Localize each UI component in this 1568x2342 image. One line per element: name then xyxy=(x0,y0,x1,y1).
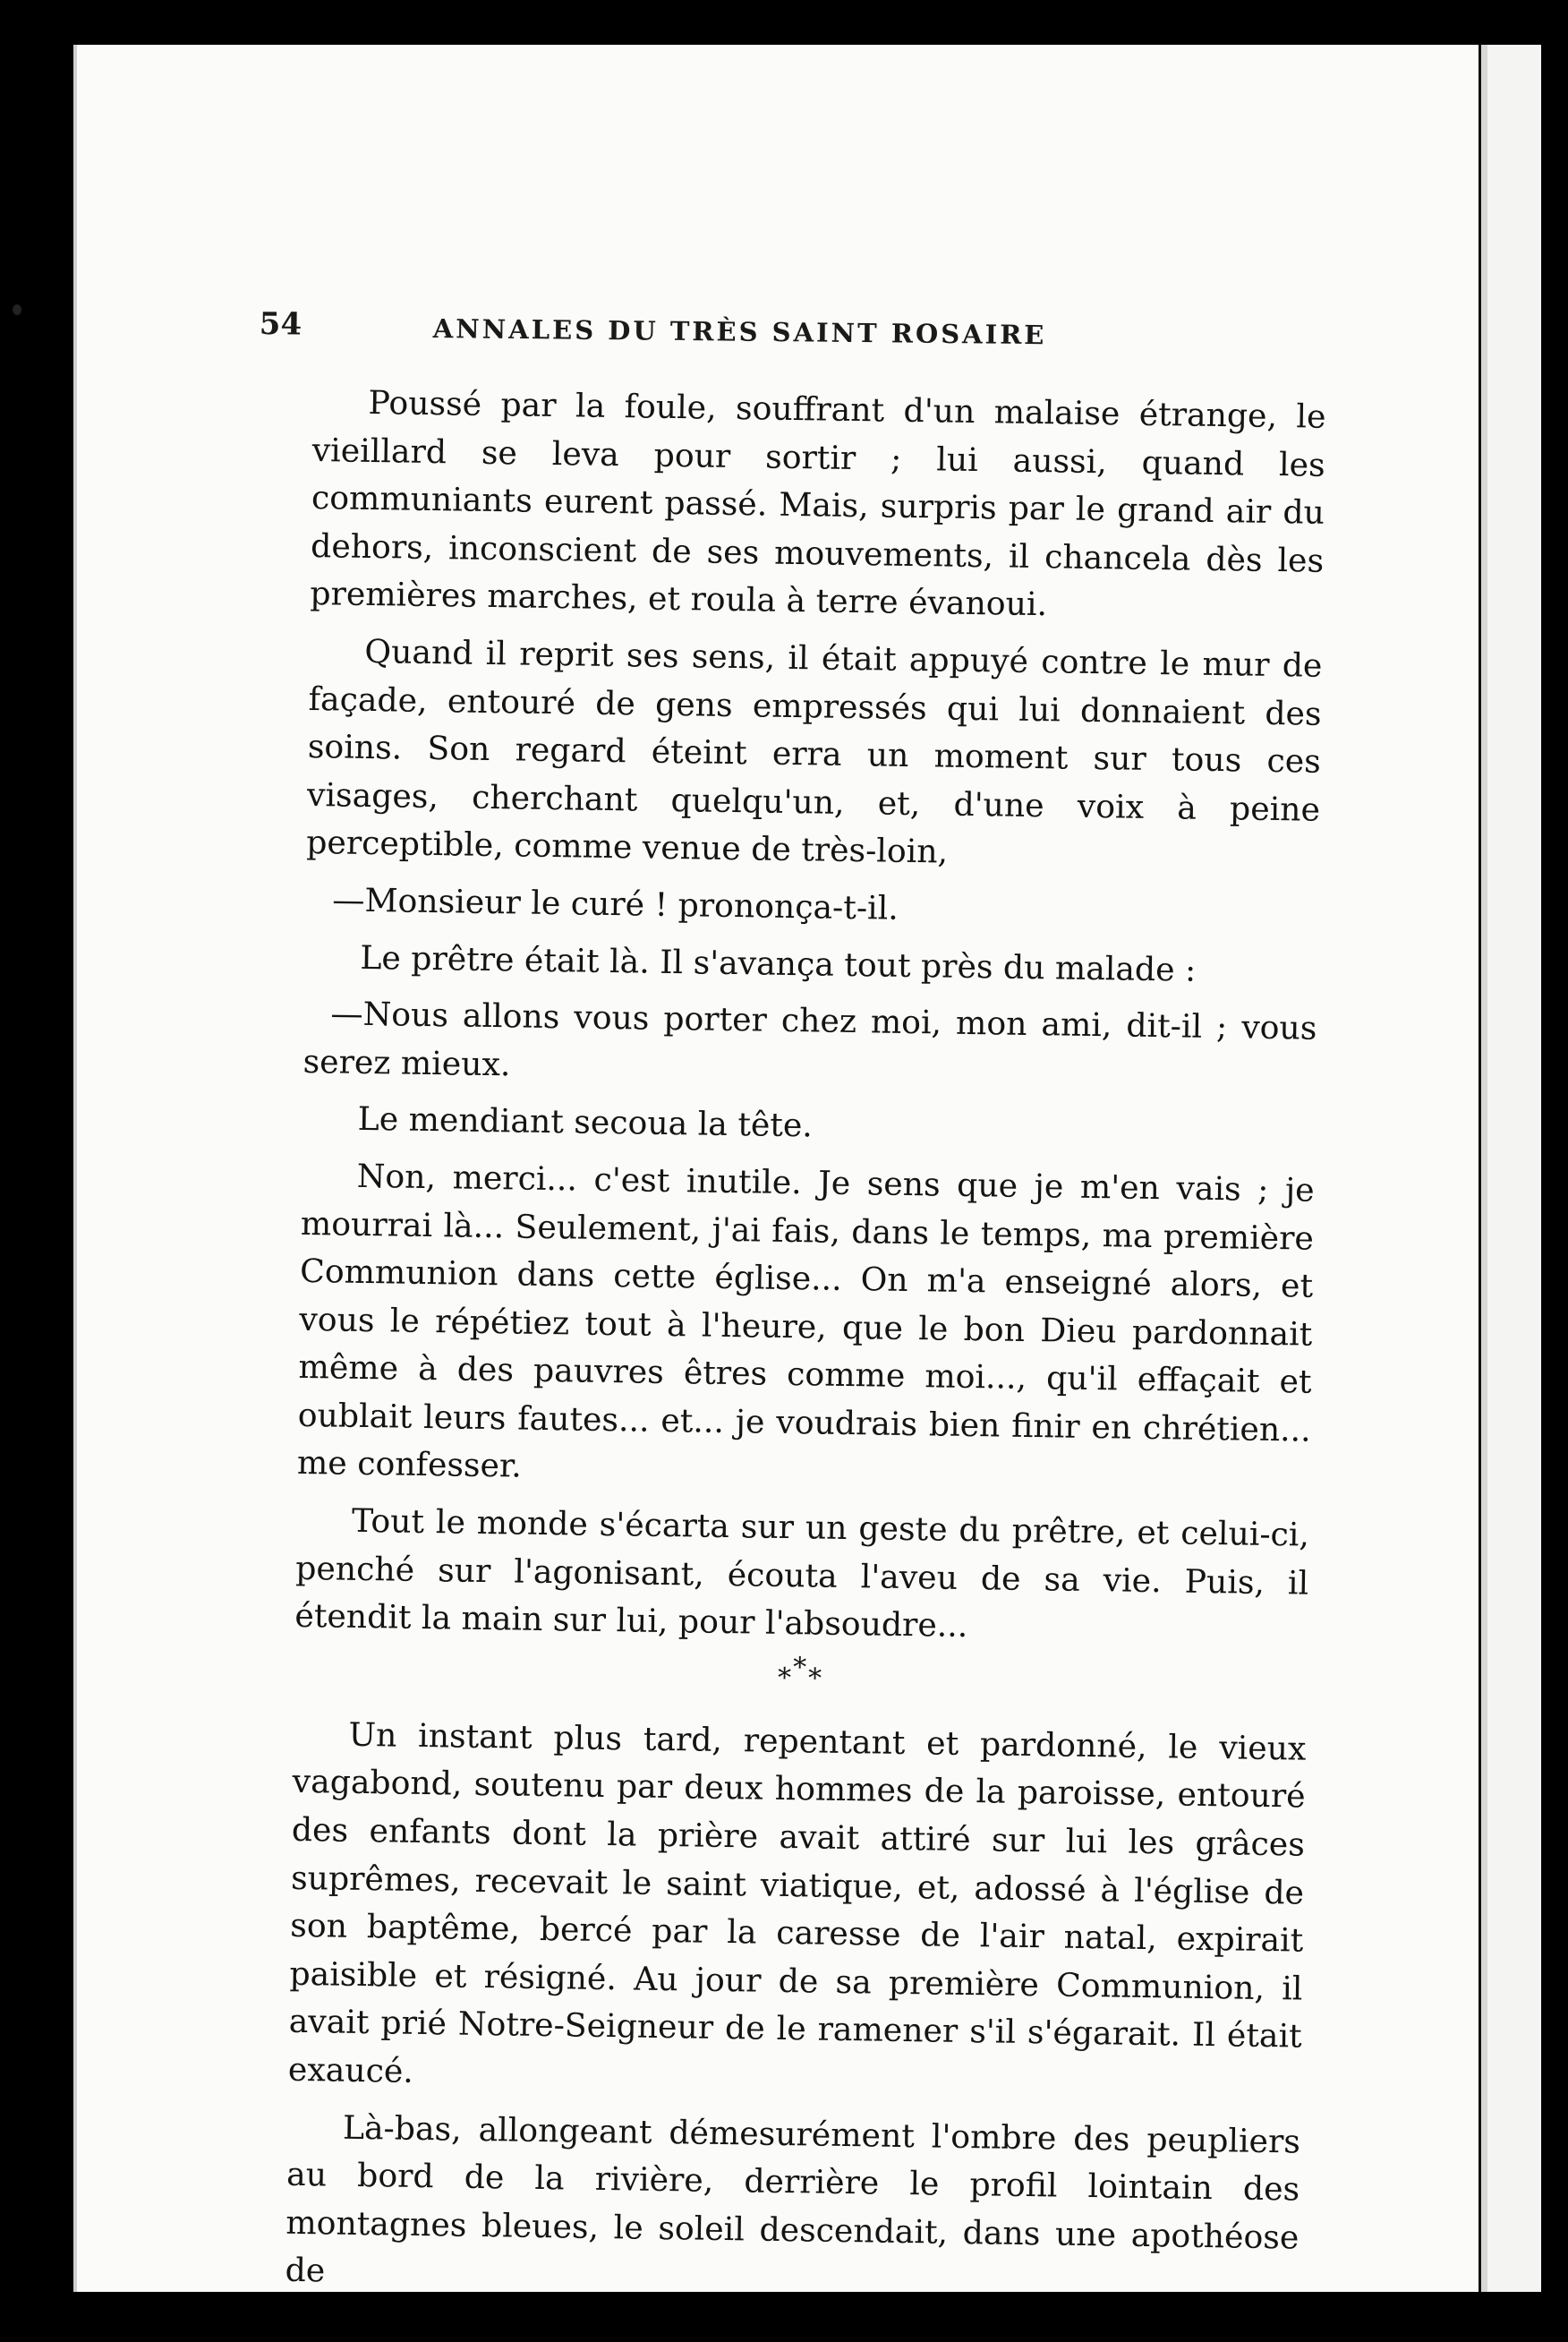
paragraph-5: —Nous allons vous porter chez moi, mon ami, dit-il ; vous serez mieux. xyxy=(303,994,1317,1084)
section-break-asterism xyxy=(294,1649,1308,1709)
paragraph-9: Un instant plus tard, repentant et pardonné, le vieux vagabond, soutenu par deux hommes de la paroisse, entouré des enfants dont la prière avait attiré sur lui les grâces suprêmes, recevait le saint viatique, et, adossé à l'église de son baptême, bercé par la caresse de l'air natal, expirait paisible et résigné. Au jour de sa première Communion, il avait prié Notre-Seigneur de le ramener s'il s'égarait. Il était exaucé. xyxy=(287,1714,1307,2090)
paragraph-7: Non, merci... c'est inutile. Je sens que je m'en vais ; je mourrai là... Seulement, j'ai fais, dans le temps, ma première Communion dans cette église... On m'a enseigné alors, et vous le répétiez tout à l'heure, que le bon Dieu pardonnait même à des pauvres êtres comme moi..., qu'il effaçait et oublait leurs fautes... et... je voudrais bien finir en chrétien... me confesser. xyxy=(296,1156,1315,1486)
paragraph-3: —Monsieur le curé ! prononça-t-il. xyxy=(332,880,899,927)
body-text xyxy=(285,378,1326,2319)
page-number: 54 xyxy=(259,306,303,343)
paragraph-2: Quand il reprit ses sens, il était appuyé contre le mur de façade, entouré de gens empressés qui lui donnaient des soins. Son regard éteint erra un moment sur tous ces visages, cherchant quelqu'un, et, d'une voix à peine perceptible, comme venue de très-loin, xyxy=(305,631,1323,871)
page-header xyxy=(259,306,1163,370)
paragraph-6: Le mendiant secoua la tête. xyxy=(357,1099,814,1145)
facing-page-edge xyxy=(1487,45,1541,2292)
asterism-star-right: * xyxy=(807,1662,824,1695)
asterism-star-left: * xyxy=(777,1662,794,1694)
asterism-star-middle: * xyxy=(792,1651,809,1684)
paragraph-1: Poussé par la foule, souffrant d'un malaise étrange, le vieillard se leva pour sortir ; lui aussi, quand les communiants eurent passé. Mais, surpris par le grand air du dehors, inconscient de ses mouvements, il chancela dès les premières marches, et roula à terre évanoui. xyxy=(310,382,1326,624)
scan-speck xyxy=(13,304,21,315)
paragraph-4: Le prêtre était là. Il s'avança tout près du malade : xyxy=(360,937,1197,989)
paragraph-10: Là-bas, allongeant démesurément l'ombre des peupliers au bord de la rivière, derrière le profil lointain des montagnes bleues, le soleil descendait, dans une apothéose de xyxy=(285,2107,1301,2290)
running-title: ANNALES DU TRÈS SAINT ROSAIRE xyxy=(432,313,1047,351)
paragraph-8: Tout le monde s'écarta sur un geste du prêtre, et celui-ci, penché sur l'agonisant, écouta l'aveu de sa vie. Puis, il étendit la main sur lui, pour l'absoudre... xyxy=(294,1500,1310,1645)
